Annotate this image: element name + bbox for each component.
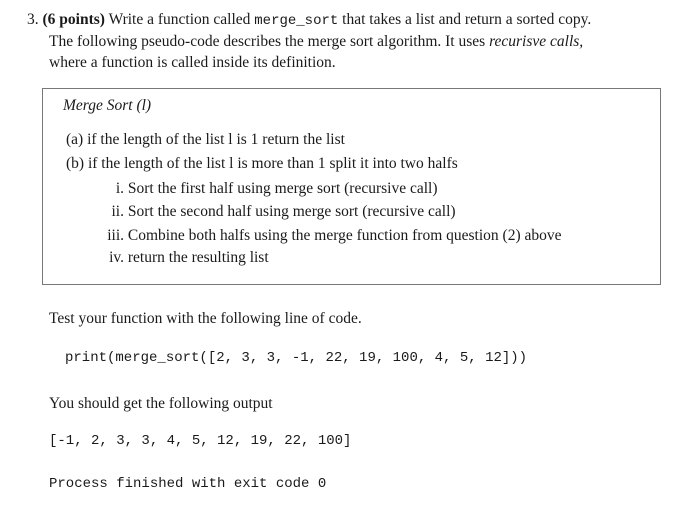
algorithm-substep — [99, 249, 269, 267]
process-message: Process finished with exit code 0 — [49, 476, 327, 492]
test-intro: Test your function with the following line of code. — [49, 310, 362, 327]
algorithm-title: Merge Sort (l) — [63, 97, 152, 114]
step-label: (a) — [66, 131, 84, 148]
question-line-3: where a function is called inside its definition. — [49, 54, 336, 71]
question-line-1 — [27, 11, 591, 30]
output-intro: You should get the following output — [49, 395, 273, 412]
substep-text: return the resulting list — [127, 249, 269, 266]
substep-text: Combine both halfs using the merge function from question (2) above — [127, 227, 562, 244]
question-points: (6 points) — [42, 11, 105, 28]
question-text: Write a function called — [108, 11, 251, 28]
expected-output: [-1, 2, 3, 3, 4, 5, 12, 19, 22, 100] — [49, 433, 352, 449]
substep-text: Sort the first half using merge sort (recursive call) — [127, 180, 438, 197]
emphasis-text: recurisve calls, — [489, 33, 584, 50]
algorithm-substep — [99, 227, 562, 245]
test-code: print(merge_sort([2, 3, 3, -1, 22, 19, 100, 4, 5, 12])) — [65, 350, 528, 366]
substep-label: iii. — [107, 227, 124, 244]
substep-label: i. — [115, 180, 124, 197]
step-label: (b) — [66, 155, 85, 172]
question-text: that takes a list and return a sorted copy. — [342, 11, 592, 28]
algorithm-step — [66, 131, 345, 149]
algorithm-substep — [99, 203, 456, 221]
substep-label: ii. — [111, 203, 124, 220]
substep-label: iv. — [109, 249, 124, 266]
question-line-2 — [49, 33, 583, 51]
step-text: if the length of the list l is 1 return the list — [87, 131, 345, 148]
question-text: The following pseudo-code describes the merge sort algorithm. It uses — [49, 33, 486, 50]
function-name: merge_sort — [254, 13, 339, 29]
algorithm-step — [66, 155, 458, 173]
step-text: if the length of the list l is more than 1 split it into two halfs — [87, 155, 458, 172]
algorithm-substep — [106, 180, 438, 198]
substep-text: Sort the second half using merge sort (recursive call) — [127, 203, 456, 220]
question-number: 3. — [27, 11, 39, 28]
